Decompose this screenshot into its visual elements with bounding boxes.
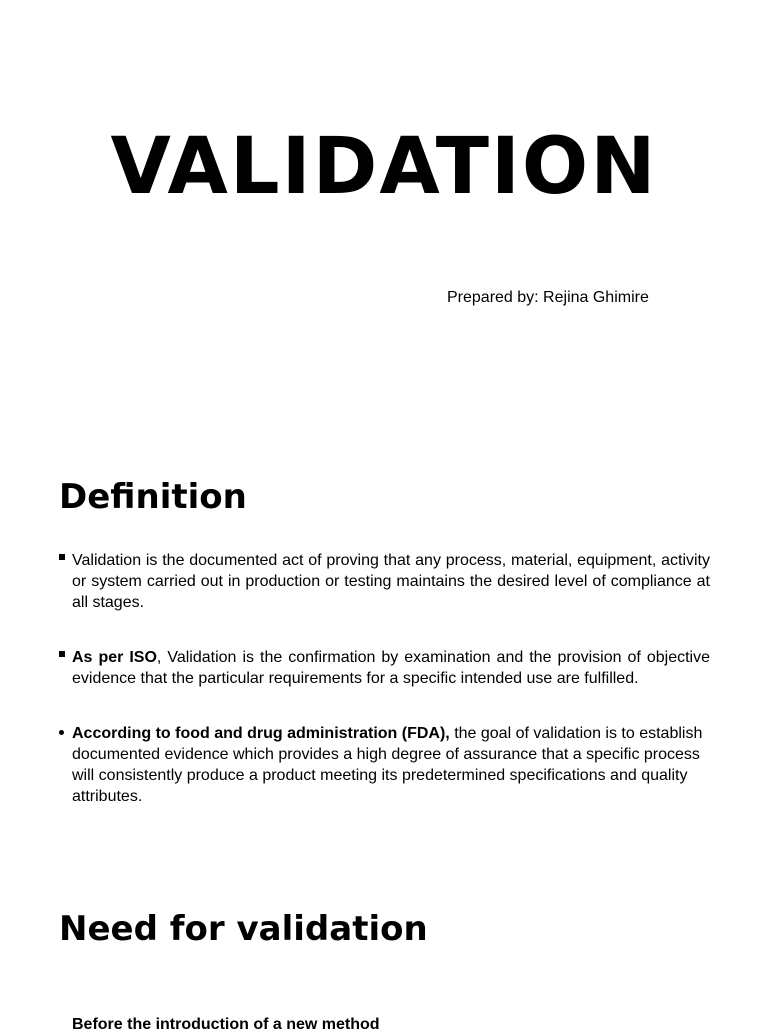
- square-bullet-icon: [59, 554, 65, 560]
- definition-bullet-list: [58, 550, 710, 841]
- definition-bullet: [58, 550, 710, 613]
- need-heading: Need for validation: [59, 909, 428, 949]
- partially-visible-bullet: Before the introduction of a new method: [72, 1016, 380, 1033]
- bullet-text: the goal of validation is to establish documented evidence which provides a high degree of assurance that a specific process will consistently produce a product meeting its predetermined specifications and quality attributes.: [72, 725, 703, 805]
- bullet-text: , Validation is the confirmation by examination and the provision of objective evidence that the particular requirements for a specific intended use are fulfilled.: [72, 649, 710, 687]
- author-line: Prepared by: Rejina Ghimire: [447, 289, 649, 306]
- definition-bullet: [58, 647, 710, 689]
- definition-bullet: [58, 723, 710, 807]
- definition-heading: Definition: [59, 477, 247, 517]
- round-bullet-icon: [59, 730, 64, 735]
- bullet-lead: According to food and drug administration (FDA),: [72, 725, 450, 742]
- presentation-title: VALIDATION: [110, 122, 658, 212]
- definition-slide: [0, 430, 768, 870]
- square-bullet-icon: [59, 651, 65, 657]
- bullet-lead: As per ISO: [72, 649, 157, 666]
- bullet-text: Validation is the documented act of proving that any process, material, equipment, activity or system carried out in production or testing maintains the desired level of compliance at all stages.: [72, 552, 710, 611]
- need-slide: [0, 870, 768, 1033]
- title-slide: [0, 0, 768, 430]
